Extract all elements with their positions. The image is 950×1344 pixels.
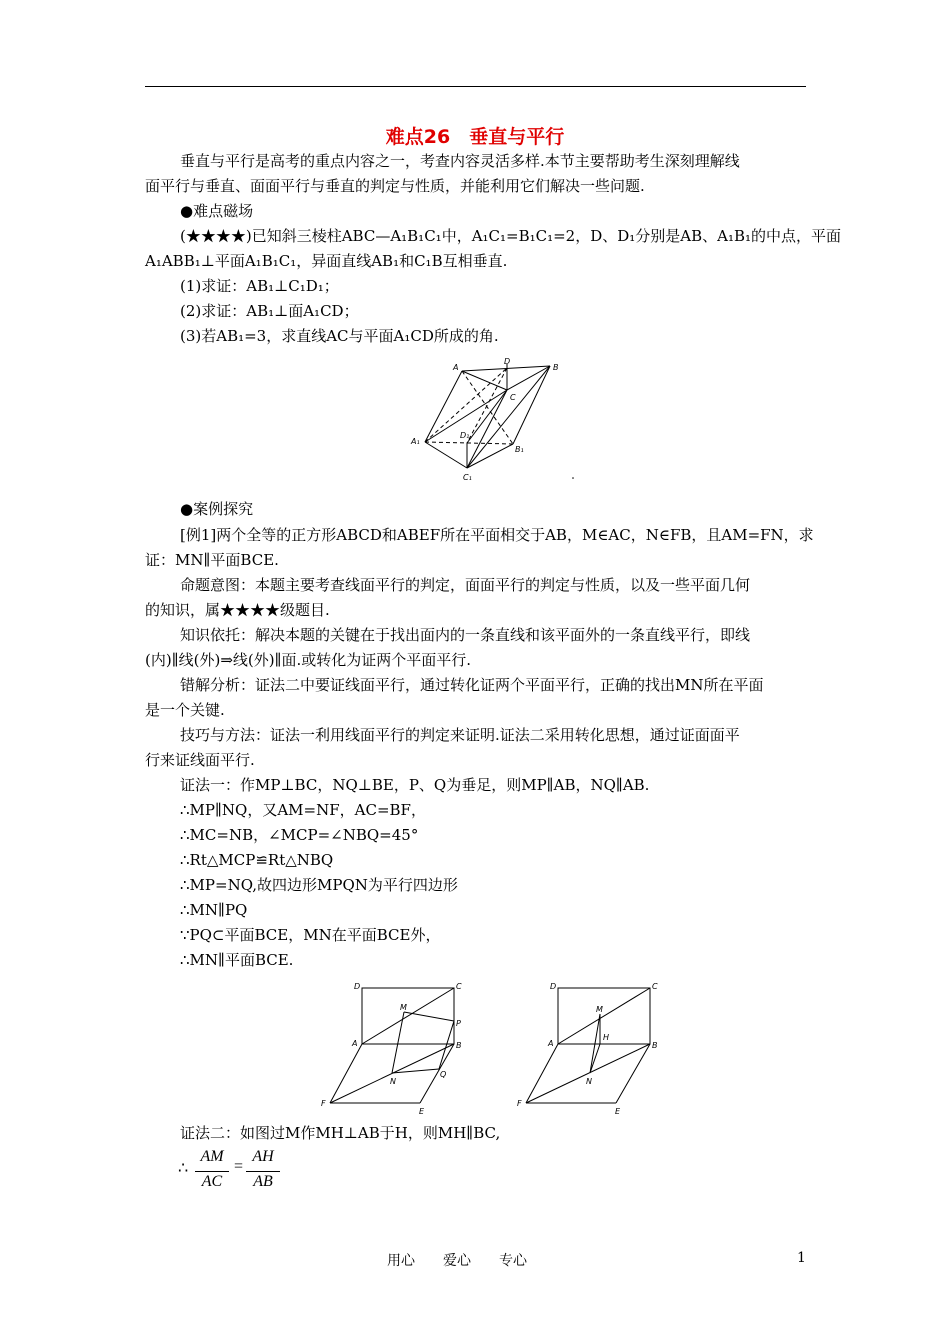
fraction-bar-2 xyxy=(246,1171,280,1172)
page-title: 难点26 垂直与平行 xyxy=(385,126,565,148)
label-A: A xyxy=(453,363,459,372)
label-C1: C₁ xyxy=(463,473,472,482)
label-C: C xyxy=(510,393,516,402)
intro-line-1: 垂直与平行是高考的重点内容之一，考查内容灵活多样.本节主要帮助考生深刻理解线 xyxy=(180,152,740,170)
fraction-bar-1 xyxy=(195,1171,229,1172)
footer-motto: 用心 爱心 专心 xyxy=(387,1253,527,1269)
knowledge-line-1: 知识依托：解决本题的关键在于找出面内的一条直线和该平面外的一条直线平行，即线 xyxy=(180,626,751,644)
fig2-label-E: E xyxy=(419,1107,425,1116)
fig2-label-M: M xyxy=(400,1003,407,1012)
error-line-2: 是一个关键. xyxy=(145,701,225,719)
fig2-label-D: D xyxy=(354,982,361,991)
problem-line-1: (★★★★)已知斜三棱柱ABC—A₁B₁C₁中，A₁C₁=B₁C₁=2，D、D₁分别是AB、A₁B₁的中点，平面 xyxy=(180,227,842,245)
section-heading-cases: ●案例探究 xyxy=(180,500,254,518)
fig3-label-D: D xyxy=(550,982,557,991)
proof1-line-7: ∵PQ⊂平面BCE，MN在平面BCE外， xyxy=(180,926,441,944)
fig2-label-P: P xyxy=(456,1019,461,1028)
fig3-label-E: E xyxy=(615,1107,621,1116)
technique-line-2: 行来证线面平行. xyxy=(145,751,255,769)
fig2-label-Q: Q xyxy=(440,1070,447,1079)
fig2-label-F: F xyxy=(321,1099,326,1108)
fig3-label-M: M xyxy=(596,1005,603,1014)
label-A1: A₁ xyxy=(411,437,420,446)
intro-line-2: 面平行与垂直、面面平行与垂直的判定与性质，并能利用它们解决一些问题. xyxy=(145,177,645,195)
proof2-line: 证法二：如图过M作MH⊥AB于H，则MH∥BC, xyxy=(180,1124,501,1142)
problem-part-2: (2)求证：AB₁⊥面A₁CD； xyxy=(180,302,359,320)
page-number: 1 xyxy=(797,1250,806,1266)
prism-figure xyxy=(405,352,595,487)
fig3-label-N: N xyxy=(586,1077,592,1086)
fraction-numerator-1: AM xyxy=(200,1148,224,1165)
problem-part-3: (3)若AB₁=3，求直线AC与平面A₁CD所成的角. xyxy=(180,327,499,345)
therefore-symbol: ∴ xyxy=(178,1160,189,1177)
fraction-denominator-2: AB xyxy=(253,1173,273,1190)
fig3-label-F: F xyxy=(517,1099,522,1108)
error-line-1: 错解分析：证法二中要证线面平行，通过转化证两个平面平行，正确的找出MN所在平面 xyxy=(180,676,764,694)
label-D: D xyxy=(504,357,511,366)
proof1-line-4: ∴Rt△MCP≌Rt△NBQ xyxy=(180,851,334,869)
header-rule xyxy=(145,86,806,87)
knowledge-line-2: (内)∥线(外)⇒线(外)∥面.或转化为证两个平面平行. xyxy=(145,651,472,669)
proof1-line-8: ∴MN∥平面BCE. xyxy=(180,951,294,969)
proof1-line-6: ∴MN∥PQ xyxy=(180,901,248,919)
intent-line-1: 命题意图：本题主要考查线面平行的判定，面面平行的判定与性质，以及一些平面几何 xyxy=(180,576,751,594)
fig3-label-H: H xyxy=(603,1033,610,1042)
fig3-label-C: C xyxy=(652,982,658,991)
problem-line-2: A₁ABB₁⊥平面A₁B₁C₁，异面直线AB₁和C₁B互相垂直. xyxy=(145,252,508,270)
proof1-line-1: 证法一：作MP⊥BC，NQ⊥BE，P、Q为垂足，则MP∥AB，NQ∥AB. xyxy=(180,776,650,794)
fig3-label-B: B xyxy=(652,1041,658,1050)
intent-line-2: 的知识，属★★★★级题目. xyxy=(145,601,330,619)
equals-sign: = xyxy=(234,1158,244,1175)
label-D1: D₁ xyxy=(460,431,470,440)
problem-part-1: (1)求证：AB₁⊥C₁D₁； xyxy=(180,277,339,295)
fraction-denominator-1: AC xyxy=(201,1173,223,1190)
section-heading-difficulty: ●难点磁场 xyxy=(180,202,254,220)
fig2-label-A: A xyxy=(352,1039,358,1048)
squares-figure-pq xyxy=(318,978,468,1118)
proof1-line-3: ∴MC=NB，∠MCP=∠NBQ=45° xyxy=(180,826,419,844)
fig2-label-C: C xyxy=(456,982,462,991)
squares-figure-h xyxy=(514,978,664,1118)
example-line-2: 证：MN∥平面BCE. xyxy=(145,551,279,569)
fig2-label-N: N xyxy=(390,1077,396,1086)
proof1-line-5: ∴MP=NQ,故四边形MPQN为平行四边形 xyxy=(180,876,458,894)
technique-line-1: 技巧与方法：证法一利用线面平行的判定来证明.证法二采用转化思想，通过证面面平 xyxy=(180,726,740,744)
label-B: B xyxy=(553,363,559,372)
label-B1: B₁ xyxy=(515,445,524,454)
fig2-label-B: B xyxy=(456,1041,462,1050)
example-line-1: [例1]两个全等的正方形ABCD和ABEF所在平面相交于AB，M∈AC，N∈FB，且AM=FN，求 xyxy=(180,526,814,544)
fig3-label-A: A xyxy=(548,1039,554,1048)
proof1-line-2: ∴MP∥NQ，又AM=NF，AC=BF， xyxy=(180,801,426,819)
fraction-numerator-2: AH xyxy=(252,1148,274,1165)
